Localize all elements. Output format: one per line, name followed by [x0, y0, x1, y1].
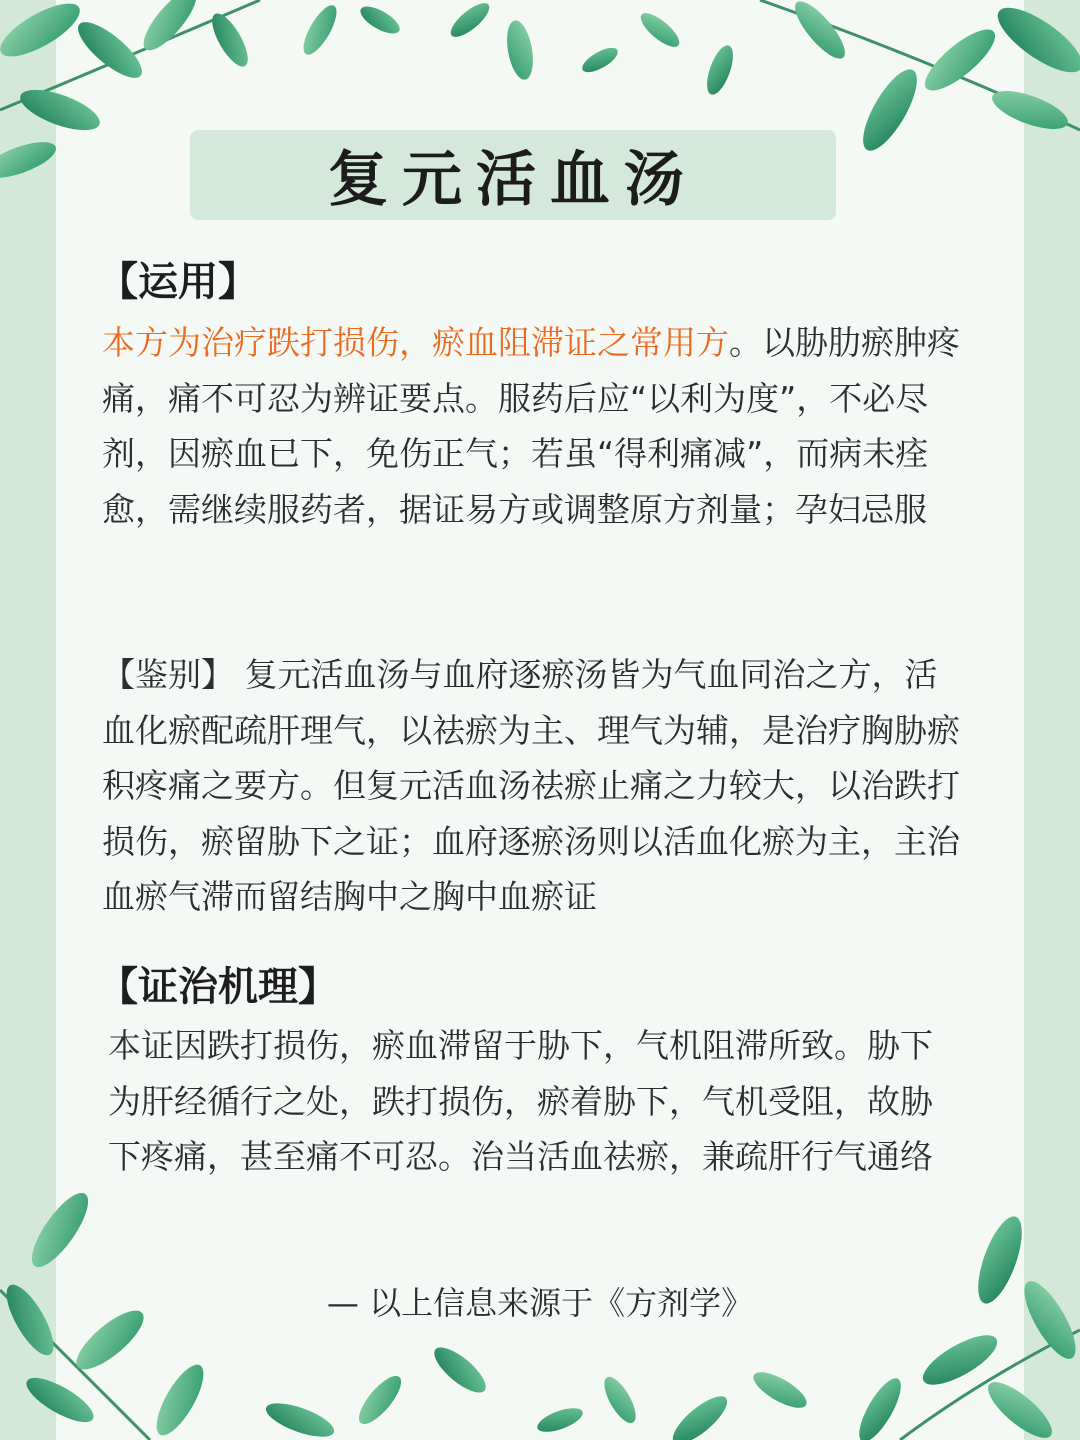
differentiation-text: 复元活血汤与血府逐瘀汤皆为气血同治之方，活血化瘀配疏肝理气，以祛瘀为主、理气为辅，是治疗胸胁瘀积疼痛之要方。但复元活血汤祛瘀止痛之力较大，以治跌打损伤，瘀留胁下之证；血府逐瘀汤则以活血化瘀为主，主治血瘀气滞而留结胸中之胸中血瘀证	[102, 655, 960, 916]
usage-text: 。以胁肋瘀肿疼痛，痛不可忍为辨证要点。服药后应“以利为度”，不必尽剂，因瘀血已下，免伤正气；若虽“得利痛减”，而病未痊愈，需继续服药者，据证易方或调整原方剂量；孕妇忌服	[102, 323, 960, 529]
page-title: 复元活血汤	[328, 145, 698, 215]
differentiation-paragraph	[102, 647, 966, 925]
title-banner	[190, 130, 836, 220]
source-citation: — 以上信息来源于《方剂学》	[326, 1284, 754, 1322]
differentiation-heading: 【鉴别】	[102, 655, 234, 694]
usage-paragraph	[102, 315, 966, 537]
usage-highlight: 本方为治疗跌打损伤，瘀血阻滞证之常用方	[102, 323, 729, 362]
mechanism-heading: 【证治机理】	[98, 964, 338, 1010]
usage-heading: 【运用】	[98, 259, 258, 305]
mechanism-paragraph: 本证因跌打损伤，瘀血滞留于胁下，气机阻滞所致。胁下为肝经循行之处，跌打损伤，瘀着胁下，气机受阻，故胁下疼痛，甚至痛不可忍。治当活血祛瘀，兼疏肝行气通络	[108, 1026, 933, 1176]
